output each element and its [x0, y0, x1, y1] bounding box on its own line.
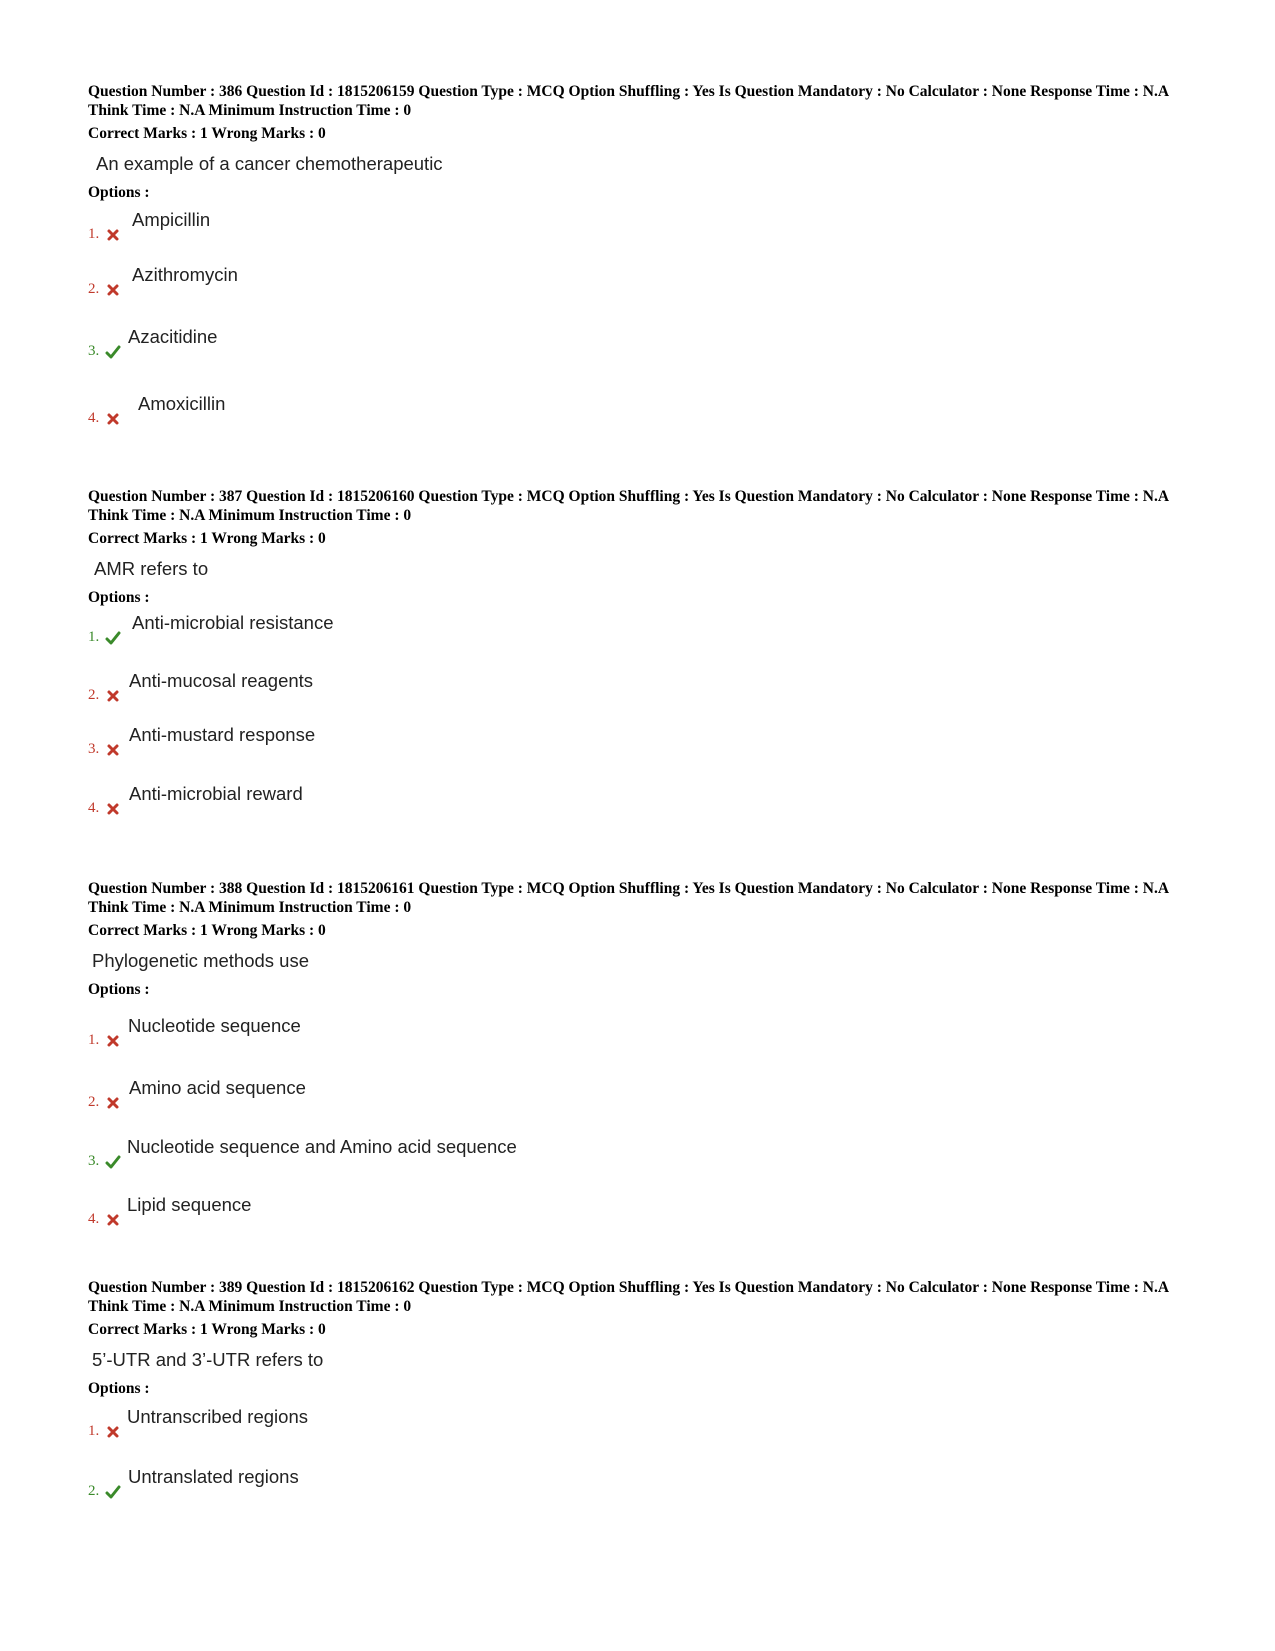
check-icon — [105, 630, 121, 646]
option-text: Untranslated regions — [128, 1466, 299, 1487]
question-stem: AMR refers to — [94, 558, 209, 579]
option-text: Amino acid sequence — [129, 1077, 306, 1098]
option-number: 4. — [88, 410, 100, 426]
option-number: 4. — [88, 800, 100, 816]
option-number: 4. — [88, 1211, 100, 1227]
option-text: Anti-microbial resistance — [132, 612, 334, 633]
cross-icon — [105, 1424, 121, 1440]
option-text: Untranscribed regions — [127, 1406, 308, 1427]
option-number: 1. — [88, 226, 100, 242]
options-label: Options : — [88, 981, 150, 998]
question-block — [88, 880, 1208, 1227]
options-label: Options : — [88, 589, 150, 606]
option-text: Azithromycin — [132, 264, 238, 285]
question-meta: Question Number : 388 Question Id : 1815206161 Question Type : MCQ Option Shuffling : Yes Is Question Mandatory : No Calculator : None Response Time : N.A Think Time : N.A Minimum Instruction Time : 0 — [88, 880, 1169, 916]
question-meta: Question Number : 389 Question Id : 1815206162 Question Type : MCQ Option Shuffling : Yes Is Question Mandatory : No Calculator : None Response Time : N.A Think Time : N.A Minimum Instruction Time : 0 — [88, 1279, 1169, 1315]
cross-icon — [105, 1212, 121, 1228]
option-text: Anti-mustard response — [129, 724, 316, 745]
option-number: 1. — [88, 1032, 100, 1048]
question-marks: Correct Marks : 1 Wrong Marks : 0 — [88, 922, 326, 939]
question-marks: Correct Marks : 1 Wrong Marks : 0 — [88, 125, 326, 142]
cross-icon — [105, 801, 121, 817]
cross-icon — [105, 688, 121, 704]
option-text: Nucleotide sequence and Amino acid sequence — [127, 1136, 517, 1157]
cross-icon — [105, 411, 121, 427]
question-meta: Question Number : 387 Question Id : 1815206160 Question Type : MCQ Option Shuffling : Yes Is Question Mandatory : No Calculator : None Response Time : N.A Think Time : N.A Minimum Instruction Time : 0 — [88, 488, 1169, 524]
question-marks: Correct Marks : 1 Wrong Marks : 0 — [88, 530, 326, 547]
question-block — [88, 488, 1208, 816]
option-text: Ampicillin — [132, 209, 211, 230]
option-number: 2. — [88, 1483, 100, 1499]
cross-icon — [105, 1033, 121, 1049]
question-stem: Phylogenetic methods use — [92, 950, 309, 971]
options-label: Options : — [88, 184, 150, 201]
option-number: 2. — [88, 687, 100, 703]
option-text: Nucleotide sequence — [128, 1015, 301, 1036]
question-stem: An example of a cancer chemotherapeutic — [96, 153, 443, 174]
check-icon — [105, 1484, 121, 1500]
option-number: 3. — [88, 343, 100, 359]
option-number: 3. — [88, 741, 100, 757]
option-number: 2. — [88, 281, 100, 297]
option-number: 3. — [88, 1153, 100, 1169]
options-label: Options : — [88, 1380, 150, 1397]
cross-icon — [105, 742, 121, 758]
question-block — [88, 83, 1208, 426]
question-stem: 5’-UTR and 3’-UTR refers to — [92, 1349, 324, 1370]
cross-icon — [105, 1095, 121, 1111]
cross-icon — [105, 282, 121, 298]
question-block — [88, 1279, 1208, 1499]
option-text: Amoxicillin — [138, 393, 226, 414]
check-icon — [105, 1154, 121, 1170]
question-meta: Question Number : 386 Question Id : 1815206159 Question Type : MCQ Option Shuffling : Yes Is Question Mandatory : No Calculator : None Response Time : N.A Think Time : N.A Minimum Instruction Time : 0 — [88, 83, 1169, 119]
option-text: Azacitidine — [128, 326, 218, 347]
cross-icon — [105, 227, 121, 243]
option-number: 1. — [88, 1423, 100, 1439]
option-text: Anti-mucosal reagents — [129, 670, 314, 691]
option-number: 2. — [88, 1094, 100, 1110]
option-text: Lipid sequence — [127, 1194, 252, 1215]
check-icon — [105, 344, 121, 360]
question-marks: Correct Marks : 1 Wrong Marks : 0 — [88, 1321, 326, 1338]
option-text: Anti-microbial reward — [129, 783, 303, 804]
option-number: 1. — [88, 629, 100, 645]
